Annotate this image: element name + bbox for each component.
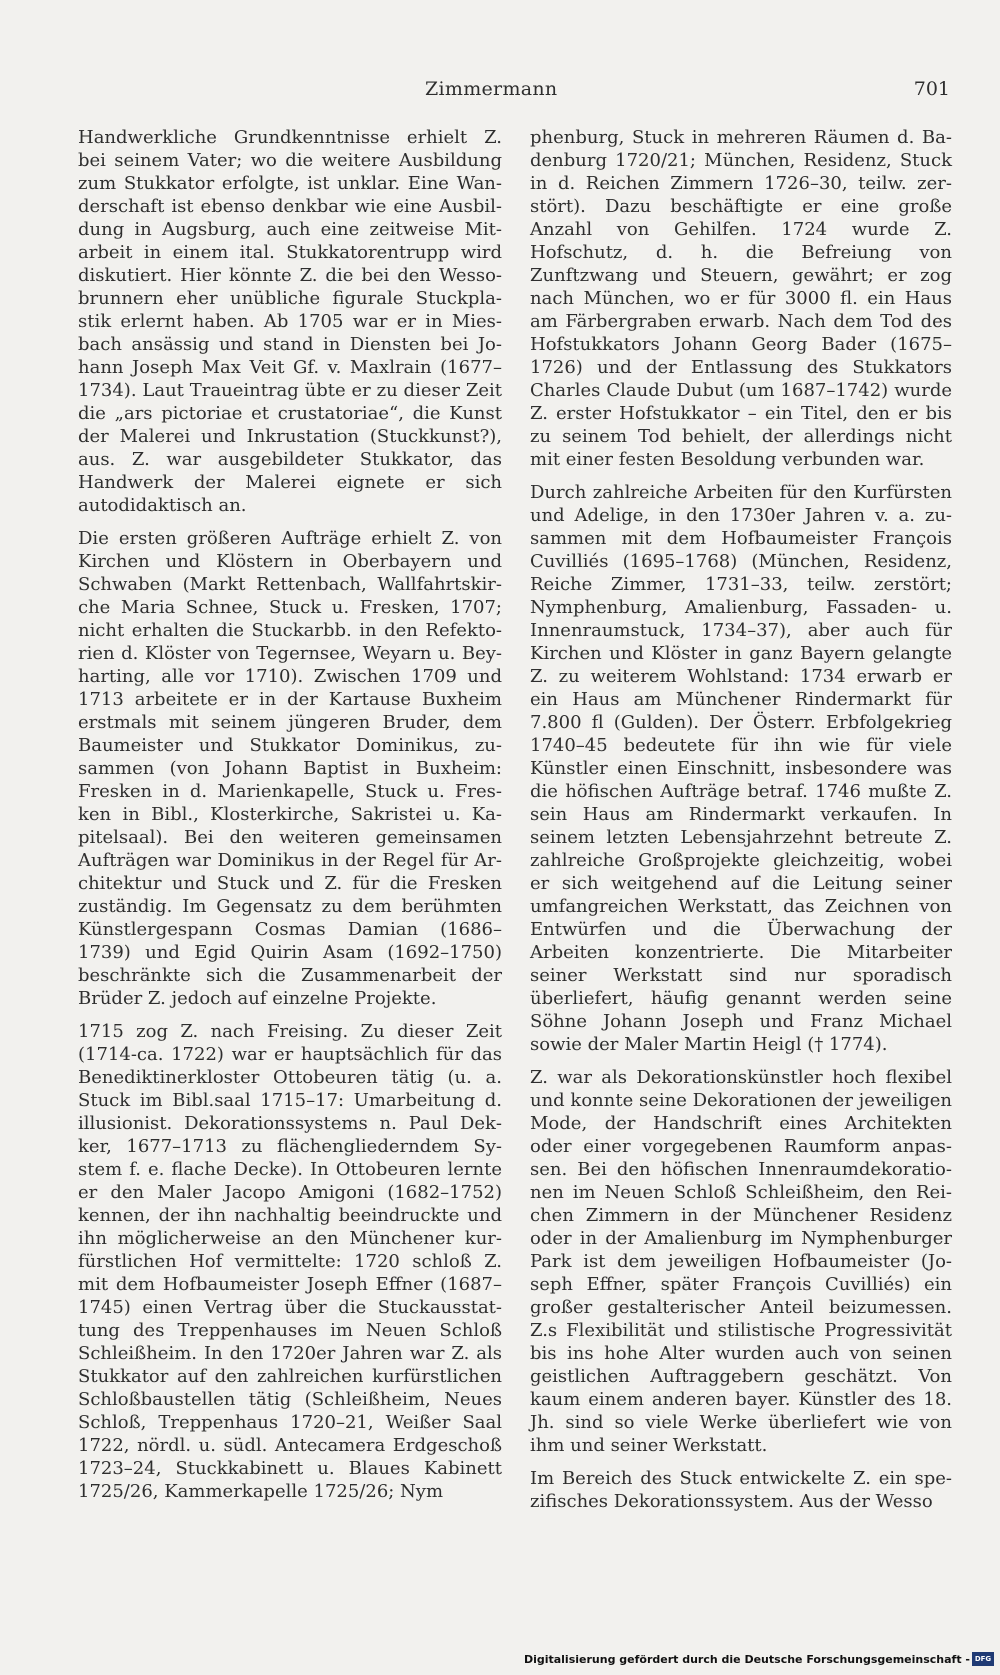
- page-header: [0, 78, 1000, 108]
- paragraph: phenburg, Stuck in mehreren Räumen d. Badenburg 1720/21; München, Residenz, Stuck in d. Reichen Zimmern 1726–30, teilw. zerstört). Dazu beschäftigte er eine große Anzahl von Gehilfen. 1724 wurde Z. Hofschutz, d. h. die Befreiung von Zunftzwang und Steuern, gewährt; er zog nach München, wo er für 3000 fl. ein Haus am Färbergraben erwarb. Nach dem Tod des Hofstukkators Johann Georg Bader (1675–1726) und der Entlassung des Stukkators Charles Claude Dubut (um 1687–1742) wurde Z. erster Hofstukkator – ein Titel, den er bis zu seinem Tod behielt, der allerdings nicht mit einer festen Besoldung verbunden war.: [530, 127, 952, 470]
- dfg-logo-icon: DFG: [972, 1652, 994, 1666]
- digitization-footer: [0, 1651, 1000, 1671]
- page-number: 701: [913, 78, 950, 100]
- paragraph: 1715 zog Z. nach Freising. Zu dieser Zeit (1714-ca. 1722) war er hauptsächlich für das Benediktinerkloster Ottobeuren tätig (u. a. Stuck im Bibl.saal 1715–17: Umarbeitung d. illusionist. Dekorationssystems n. Paul Dekker, 1677–1713 zu flächengliederndem System f. e. flache Decke). In Ottobeuren lernte er den Maler Jacopo Amigoni (1682–1752) kennen, der ihn nachhaltig beeindruckte und ihn möglicherweise an den Münchener kurfürstlichen Hof vermittelte: 1720 schloß Z. mit dem Hofbaumeister Joseph Effner (1687–1745) einen Vertrag über die Stuckausstattung des Treppenhauses im Neuen Schloß Schleißheim. In den 1720er Jahren war Z. als Stukkator auf den zahlreichen kurfürstlichen Schloßbaustellen tätig (Schleißheim, Neues Schloß, Treppenhaus 1720–21, Weißer Saal 1722, nördl. u. südl. Antecamera Erdgeschoß 1723–24, Stuckkabinett u. Blaues Kabinett 1725/26, Kammerkapelle 1725/26; Nym: [78, 1021, 502, 1502]
- right-column: [530, 126, 952, 1523]
- paragraph: Durch zahlreiche Arbeiten für den Kurfürsten und Adelige, in den 1730er Jahren v. a. zusammen mit dem Hofbaumeister François Cuvilliés (1695–1768) (München, Residenz, Reiche Zimmer, 1731–33, teilw. zerstört; Nymphenburg, Amalienburg, Fassaden- u. Innenraumstuck, 1734–37), aber auch für Kirchen und Klöster in ganz Bayern gelangte Z. zu weiterem Wohlstand: 1734 erwarb er ein Haus am Münchener Rindermarkt für 7.800 fl (Gulden). Der Österr. Erbfolgekrieg 1740–45 bedeutete für ihn wie für viele Künstler einen Einschnitt, insbesondere was die höfischen Aufträge betraf. 1746 mußte Z. sein Haus am Rindermarkt verkaufen. In seinem letzten Lebensjahrzehnt betreute Z. zahlreiche Großprojekte gleichzeitig, wobei er sich weitgehend auf die Leitung seiner umfangreichen Werkstatt, das Zeichnen von Entwürfen und die Überwachung der Arbeiten konzentrierte. Die Mitarbeiter seiner Werkstatt sind nur sporadisch überliefert, häufig genannt werden seine Söhne Johann Joseph und Franz Michael sowie der Maler Martin Heigl († 1774).: [530, 482, 952, 1055]
- paragraph: Z. war als Dekorationskünstler hoch flexibel und konnte seine Dekorationen der jeweiligen Mode, der Handschrift eines Architekten oder einer vorgegebenen Raumform anpassen. Bei den höfischen Innenraumdekorationen im Neuen Schloß Schleißheim, den Reichen Zimmern in der Münchener Residenz oder in der Amalienburg im Nymphenburger Park ist dem jeweiligen Hofbaumeister (Joseph Effner, später François Cuvilliés) ein großer gestalterischer Anteil beizumessen. Z.s Flexibilität und stilistische Progressivität bis ins hohe Alter wurden auch von seinen geistlichen Auftraggebern geschätzt. Von kaum einem anderen bayer. Künstler des 18. Jh. sind so viele Werke überliefert wie von ihm und seiner Werkstatt.: [530, 1067, 952, 1456]
- funding-note: Digitalisierung gefördert durch die Deutsche Forschungsgemeinschaft -: [523, 1653, 970, 1666]
- paragraph: Im Bereich des Stuck entwickelte Z. ein spezifisches Dekorationssystem. Aus der Wesso: [530, 1468, 952, 1512]
- paragraph: Die ersten größeren Aufträge erhielt Z. von Kirchen und Klöstern in Oberbayern und Schwaben (Markt Rettenbach, Wallfahrtskirche Maria Schnee, Stuck u. Fresken, 1707; nicht erhalten die Stuckarbb. in den Refektorien d. Klöster von Tegernsee, Weyarn u. Beyharting, alle vor 1710). Zwischen 1709 und 1713 arbeitete er in der Kartause Buxheim erstmals mit seinem jüngeren Bruder, dem Baumeister und Stukkator Dominikus, zusammen (von Johann Baptist in Buxheim: Fresken in d. Marienkapelle, Stuck u. Fresken in Bibl., Klosterkirche, Sakristei u. Kapitelsaal). Bei den weiteren gemeinsamen Aufträgen war Dominikus in der Regel für Architektur und Stuck und Z. für die Fresken zuständig. Im Gegensatz zu dem berühmten Künstlergespann Cosmas Damian (1686–1739) und Egid Quirin Asam (1692–1750) beschränkte sich die Zusammenarbeit der Brüder Z. jedoch auf einzelne Projekte.: [78, 528, 502, 1009]
- running-head: Zimmermann: [425, 78, 558, 100]
- left-column: [78, 126, 502, 1513]
- paragraph: Handwerkliche Grundkenntnisse erhielt Z. bei seinem Vater; wo die weitere Ausbildung zum Stukkator erfolgte, ist unklar. Eine Wanderschaft ist ebenso denkbar wie eine Ausbildung in Augsburg, auch eine zeitweise Mitarbeit in einem ital. Stukkatorentrupp wird diskutiert. Hier könnte Z. die bei den Wessobrunnern eher unübliche figurale Stuckplastik erlernt haben. Ab 1705 war er in Miesbach ansässig und stand in Diensten bei Johann Joseph Max Veit Gf. v. Maxlrain (1677–1734). Laut Traueintrag übte er zu dieser Zeit die „ars pictoriae et crustatoriae“, die Kunst der Malerei und Inkrustation (Stuckkunst?), aus. Z. war ausgebildeter Stukkator, das Handwerk der Malerei eignete er sich autodidaktisch an.: [78, 127, 502, 516]
